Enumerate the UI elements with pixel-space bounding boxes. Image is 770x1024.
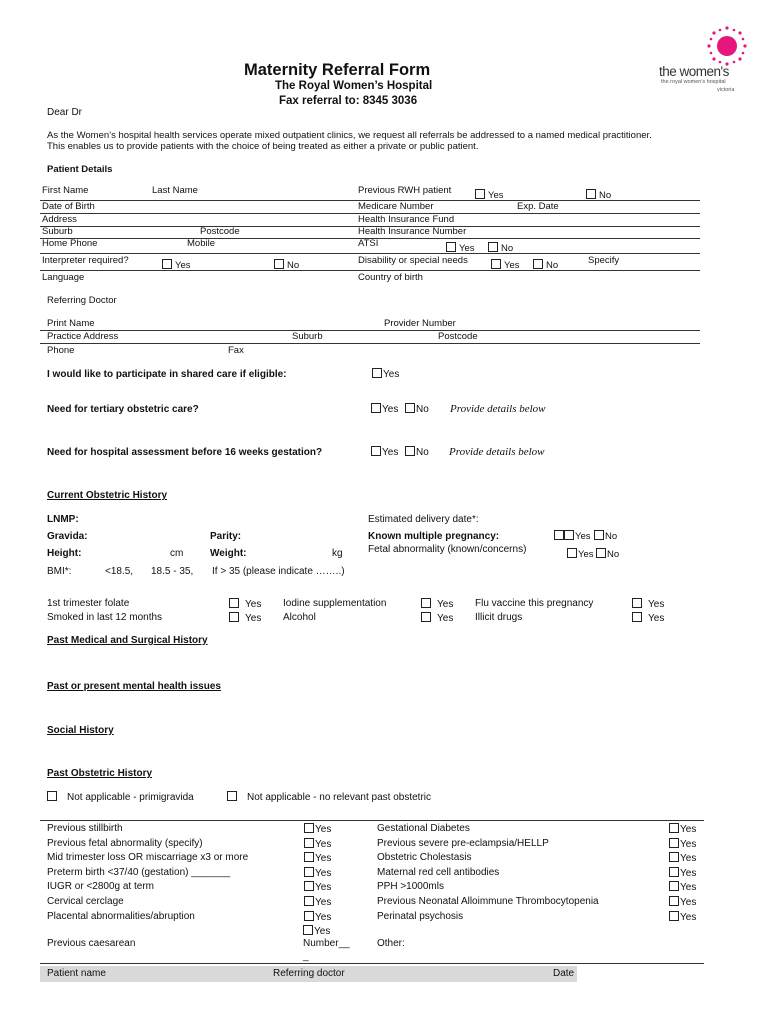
checkbox-icon[interactable] [669, 852, 679, 862]
past-history-item: Placental abnormalities/abruption [47, 911, 195, 922]
smoked-label: Smoked in last 12 months [47, 612, 163, 623]
checkbox-icon[interactable] [533, 259, 543, 269]
multiple-yes[interactable] [554, 530, 591, 542]
past-history-yes[interactable] [304, 867, 331, 879]
option-label: Yes [315, 897, 332, 908]
checkbox-icon[interactable] [227, 791, 237, 801]
alcohol-label: Alcohol [283, 612, 316, 623]
option-label: No [501, 243, 514, 254]
option-label: Yes [437, 613, 454, 624]
intro-line-2: This enables us to provide patients with the choice of being treated as either a private or public patient. [47, 141, 479, 152]
past-history-item: Preterm birth <37/40 (gestation) _______ [47, 867, 231, 878]
option-label: Yes [437, 599, 454, 610]
checkbox-icon[interactable] [372, 368, 382, 378]
checkbox-icon[interactable] [47, 791, 57, 801]
option-label: Yes [680, 824, 697, 835]
logo-subtitle: the royal women's hospital [661, 79, 726, 85]
illicit-yes[interactable] [632, 612, 664, 624]
option-label: No [599, 190, 612, 201]
tertiary-no[interactable] [405, 403, 429, 415]
checkbox-icon[interactable] [421, 598, 431, 608]
option-label: Yes [175, 260, 191, 271]
past-medical-heading: Past Medical and Surgical History [47, 635, 208, 646]
tertiary-details-note: Provide details below [450, 403, 546, 415]
past-history-yes[interactable] [669, 852, 696, 864]
checkbox-icon[interactable] [303, 925, 313, 935]
health-fund-label: Health Insurance Fund [358, 214, 455, 225]
checkbox-icon[interactable] [475, 189, 485, 199]
checkbox-icon[interactable] [669, 911, 679, 921]
footer-referring-doctor: Referring doctor [273, 968, 345, 979]
checkbox-icon[interactable] [304, 823, 314, 833]
past-history-yes[interactable] [669, 911, 696, 923]
past-history-item: Perinatal psychosis [377, 911, 464, 922]
divider [40, 270, 700, 271]
home-phone-label: Home Phone [42, 238, 98, 249]
past-history-yes[interactable] [304, 852, 331, 864]
past-history-yes[interactable] [669, 838, 696, 850]
folate-label: 1st trimester folate [47, 598, 130, 609]
social-history-heading: Social History [47, 725, 114, 736]
checkbox-icon[interactable] [669, 823, 679, 833]
option-label: Yes [315, 912, 332, 923]
na-primigravida[interactable] [47, 791, 194, 803]
assessment-no[interactable] [405, 446, 429, 458]
tertiary-question: Need for tertiary obstetric care? [47, 404, 199, 415]
height-unit: cm [170, 548, 184, 559]
checkbox-icon[interactable] [304, 867, 314, 877]
height-label: Height: [47, 548, 82, 559]
past-history-yes[interactable] [304, 896, 331, 908]
caesarean-number-field[interactable]: Number__ [303, 938, 350, 949]
caesarean-yes[interactable] [303, 925, 330, 937]
checkbox-icon[interactable] [554, 530, 564, 540]
checkbox-icon[interactable] [162, 259, 172, 269]
gravida-label: Gravida: [47, 531, 88, 542]
last-name-label: Last Name [152, 185, 198, 196]
checkbox-icon[interactable] [669, 867, 679, 877]
bmi-option-low: <18.5, [105, 566, 134, 577]
divider [40, 253, 700, 254]
illicit-label: Illicit drugs [475, 612, 523, 623]
atsi-label: ATSI [358, 238, 379, 249]
option-label: Yes [488, 190, 504, 201]
iodine-label: Iodine supplementation [283, 598, 387, 609]
checkbox-icon[interactable] [304, 852, 314, 862]
past-history-yes[interactable] [669, 823, 696, 835]
past-history-item: Mid trimester loss OR miscarriage x3 or more [47, 852, 249, 863]
assessment-details-note: Provide details below [449, 446, 545, 458]
flu-yes[interactable] [632, 598, 664, 610]
provider-label: Provider Number [384, 318, 456, 329]
past-history-item: Maternal red cell antibodies [377, 867, 500, 878]
option-label: Yes [459, 243, 475, 254]
logo-flower-icon [705, 24, 749, 68]
option-label: No [605, 531, 618, 542]
checkbox-icon[interactable] [405, 403, 415, 413]
past-history-item: Previous stillbirth [47, 823, 123, 834]
checkbox-icon[interactable] [567, 548, 577, 558]
checkbox-icon[interactable] [304, 896, 314, 906]
shared-care-yes[interactable] [372, 368, 399, 380]
edd-label: Estimated delivery date*: [368, 514, 479, 525]
past-obstetric-heading: Past Obstetric History [47, 768, 153, 779]
doctor-heading: Referring Doctor [47, 295, 117, 306]
checkbox-icon[interactable] [304, 838, 314, 848]
option-label: Yes [680, 853, 697, 864]
folate-yes[interactable] [229, 598, 261, 610]
footer-patient-name: Patient name [47, 968, 106, 979]
doctor-fax-label: Fax [228, 345, 244, 356]
tertiary-yes[interactable] [371, 403, 398, 415]
fetal-no[interactable] [596, 548, 619, 560]
hospital-assessment-question: Need for hospital assessment before 16 weeks gestation? [47, 447, 323, 458]
checkbox-icon[interactable] [632, 598, 642, 608]
obstetric-heading: Current Obstetric History [47, 490, 168, 501]
checkbox-icon[interactable] [421, 612, 431, 622]
checkbox-icon[interactable] [229, 612, 239, 622]
fax-referral: Fax referral to: 8345 3036 [279, 95, 418, 107]
checkbox-icon[interactable] [304, 881, 314, 891]
bmi-option-mid: 18.5 - 35, [151, 566, 194, 577]
mobile-label: Mobile [187, 238, 215, 249]
option-label: Yes [245, 599, 262, 610]
past-history-item: Previous Neonatal Alloimmune Thrombocytopenia [377, 896, 599, 907]
checkbox-icon[interactable] [371, 403, 381, 413]
option-label: Yes [680, 839, 697, 850]
weight-label: Weight: [210, 548, 247, 559]
print-name-label: Print Name [47, 318, 95, 329]
past-history-item: Cervical cerclage [47, 896, 124, 907]
checkbox-icon[interactable] [669, 896, 679, 906]
smoked-yes[interactable] [229, 612, 261, 624]
option-label: Yes [383, 369, 400, 380]
shared-care-question: I would like to participate in shared care if eligible: [47, 369, 287, 380]
table-bottom-rule [40, 963, 704, 964]
multiple-pregnancy-label: Known multiple pregnancy: [368, 531, 500, 542]
option-label: Yes [578, 549, 594, 560]
fetal-abnormality-label: Fetal abnormality (known/concerns) [368, 544, 527, 555]
divider [40, 343, 700, 344]
option-label: Yes [315, 868, 332, 879]
past-history-item: Gestational Diabetes [377, 823, 470, 834]
option-label: Yes [315, 882, 332, 893]
bmi-option-high: If > 35 (please indicate ……..) [212, 566, 345, 577]
flu-label: Flu vaccine this pregnancy [475, 598, 594, 609]
option-label: Yes [504, 260, 520, 271]
logo-wordmark: the women's [659, 64, 729, 79]
checkbox-icon[interactable] [405, 446, 415, 456]
fetal-yes[interactable] [567, 548, 594, 560]
country-label: Country of birth [358, 272, 423, 283]
bmi-label: BMI*: [47, 566, 72, 577]
option-label: Yes [680, 882, 697, 893]
health-number-label: Health Insurance Number [358, 226, 467, 237]
first-name-label: First Name [42, 185, 89, 196]
suburb-label: Suburb [42, 226, 73, 237]
past-history-yes[interactable] [304, 911, 331, 923]
option-label: Yes [648, 613, 665, 624]
checkbox-icon[interactable] [446, 242, 456, 252]
practice-label: Practice Address [47, 331, 119, 342]
specify-label: Specify [588, 255, 620, 266]
weight-unit: kg [332, 548, 343, 559]
option-label: Not applicable - no relevant past obstetric [247, 792, 431, 803]
checkbox-icon[interactable] [669, 838, 679, 848]
past-history-yes[interactable] [304, 881, 331, 893]
table-top-rule [40, 820, 704, 821]
option-label: Yes [680, 868, 697, 879]
option-label: No [287, 260, 300, 271]
intro-line-1: As the Women’s hospital health services operate mixed outpatient clinics, we request all referrals be addressed to a named medical practitioner. [47, 130, 652, 141]
option-label: Yes [680, 897, 697, 908]
checkbox-icon[interactable] [596, 548, 606, 558]
option-label: No [546, 260, 559, 271]
option-label: No [607, 549, 620, 560]
past-history-yes[interactable] [669, 896, 696, 908]
option-label: Yes [315, 839, 332, 850]
checkbox-icon[interactable] [594, 530, 604, 540]
past-history-yes[interactable] [669, 881, 696, 893]
past-history-item: Previous fetal abnormality (specify) [47, 838, 203, 849]
caesarean-number-underscore: _ [303, 951, 309, 962]
logo-state: victoria [717, 87, 735, 93]
exp-date-label: Exp. Date [517, 201, 559, 212]
option-label: Not applicable - primigravida [67, 792, 194, 803]
option-label: Yes [314, 926, 331, 937]
past-history-yes[interactable] [304, 823, 331, 835]
checkbox-icon[interactable] [371, 446, 381, 456]
disability-label: Disability or special needs [358, 255, 468, 266]
option-label: Yes [382, 404, 399, 415]
interpreter-label: Interpreter required? [42, 255, 129, 266]
doctor-postcode-label: Postcode [438, 331, 478, 342]
patient-heading: Patient Details [47, 164, 113, 175]
option-label: Yes [315, 824, 332, 835]
checkbox-icon[interactable] [632, 612, 642, 622]
iodine-yes[interactable] [421, 598, 453, 610]
previous-rwh-label: Previous RWH patient [358, 185, 452, 196]
assessment-yes[interactable] [371, 446, 398, 458]
doctor-phone-label: Phone [47, 345, 75, 356]
medicare-label: Medicare Number [358, 201, 434, 212]
past-history-item: PPH >1000mls [377, 881, 444, 892]
footer-date: Date [553, 968, 575, 979]
dob-label: Date of Birth [42, 201, 95, 212]
checkbox-icon[interactable] [669, 881, 679, 891]
checkbox-icon[interactable] [491, 259, 501, 269]
option-label: No [416, 447, 429, 458]
mental-health-heading: Past or present mental health issues [47, 681, 221, 692]
option-label: Yes [648, 599, 665, 610]
checkbox-icon[interactable] [274, 259, 284, 269]
past-history-item: IUGR or <2800g at term [47, 881, 154, 892]
option-label: Yes [315, 853, 332, 864]
option-label: Yes [680, 912, 697, 923]
alcohol-yes[interactable] [421, 612, 453, 624]
hospital-logo [655, 24, 750, 96]
hospital-name: The Royal Women’s Hospital [275, 80, 433, 92]
na-no-relevant[interactable] [227, 791, 431, 803]
past-history-item: Obstetric Cholestasis [377, 852, 472, 863]
option-label: Yes [382, 447, 399, 458]
doctor-suburb-label: Suburb [292, 331, 323, 342]
divider [40, 330, 700, 331]
checkbox-icon[interactable] [304, 911, 314, 921]
checkbox-icon[interactable] [488, 242, 498, 252]
past-history-yes[interactable] [669, 867, 696, 879]
checkbox-icon[interactable] [564, 530, 574, 540]
other-label: Other: [377, 938, 405, 949]
previous-caesarean-label: Previous caesarean [47, 938, 136, 949]
checkbox-icon[interactable] [229, 598, 239, 608]
greeting: Dear Dr [47, 107, 83, 118]
past-history-item: Previous severe pre-eclampsia/HELLP [377, 838, 549, 849]
lnmp-label: LNMP: [47, 514, 79, 525]
address-label: Address [42, 214, 77, 225]
checkbox-icon[interactable] [586, 189, 596, 199]
form-title: Maternity Referral Form [244, 61, 431, 79]
option-label: Yes [575, 531, 591, 542]
past-history-yes[interactable] [304, 838, 331, 850]
parity-label: Parity: [210, 531, 242, 542]
postcode-label: Postcode [200, 226, 240, 237]
multiple-no[interactable] [594, 530, 617, 542]
option-label: Yes [245, 613, 262, 624]
option-label: No [416, 404, 429, 415]
language-label: Language [42, 272, 85, 283]
